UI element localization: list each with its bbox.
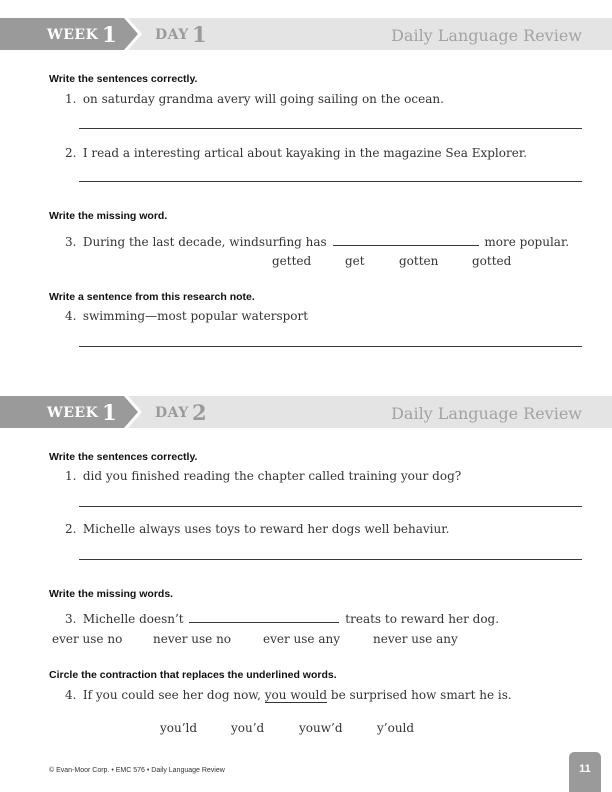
question-number: 4. xyxy=(65,688,77,702)
question-number: 3. xyxy=(65,612,77,626)
question-text: I read a interesting artical about kayaking in the magazine Sea Explorer. xyxy=(82,146,528,160)
question-number: 1. xyxy=(65,92,77,106)
choice-option[interactable]: y’ould xyxy=(377,721,415,735)
question-text: Michelle always uses toys to reward her dogs well behaviur. xyxy=(82,522,450,536)
question-number: 4. xyxy=(65,309,77,323)
day2-question-3 xyxy=(65,611,499,626)
question-text-before: Michelle doesn’t xyxy=(82,612,184,626)
question-text-after: more popular. xyxy=(484,235,570,249)
question-text-before: During the last decade, windsurfing has xyxy=(82,235,327,249)
question-number: 2. xyxy=(65,146,77,160)
choice-option[interactable]: ever use any xyxy=(263,632,340,646)
day-number: 2 xyxy=(192,400,207,425)
choice-option[interactable]: gotten xyxy=(399,254,439,268)
question-text-before: If you could see her dog now, xyxy=(82,688,261,702)
day1-question-4 xyxy=(65,309,308,323)
question-number: 2. xyxy=(65,522,77,536)
choice-option[interactable]: you’d xyxy=(231,721,265,735)
page-number: 11 xyxy=(579,763,591,775)
week-number: 1 xyxy=(102,400,117,425)
choice-option[interactable]: youw’d xyxy=(299,721,343,735)
day1-instruction-3: Write a sentence from this research note. xyxy=(49,291,255,303)
day1-header xyxy=(0,18,612,50)
day1-question-3 xyxy=(65,234,569,249)
underlined-words: you would xyxy=(264,688,328,702)
choice-option[interactable]: get xyxy=(345,254,365,268)
question-text: did you finished reading the chapter called training your dog? xyxy=(82,469,462,483)
day2-answer-line-2[interactable] xyxy=(79,559,582,560)
choice-option[interactable]: never use no xyxy=(153,632,232,646)
day1-instruction-2: Write the missing word. xyxy=(49,210,168,222)
day2-question-1 xyxy=(65,469,461,483)
header-title: Daily Language Review xyxy=(391,26,582,45)
question-number: 1. xyxy=(65,469,77,483)
day-number: 1 xyxy=(192,22,207,47)
day1-answer-line-1[interactable] xyxy=(79,128,582,129)
week-number: 1 xyxy=(102,22,117,47)
day2-instruction-3: Circle the contraction that replaces the underlined words. xyxy=(49,669,337,681)
week-label: WEEK xyxy=(47,27,99,43)
day2-question-2 xyxy=(65,522,449,536)
header-title: Daily Language Review xyxy=(391,404,582,423)
day2-header xyxy=(0,396,612,428)
choice-option[interactable]: ever use no xyxy=(52,632,123,646)
choice-option[interactable]: gotted xyxy=(472,254,512,268)
day1-question-2 xyxy=(65,146,527,160)
day1-instruction-1: Write the sentences correctly. xyxy=(49,73,198,85)
day1-answer-line-2[interactable] xyxy=(79,181,582,182)
day2-instruction-1: Write the sentences correctly. xyxy=(49,451,198,463)
day2-instruction-2: Write the missing words. xyxy=(49,588,174,600)
question-text: swimming—most popular watersport xyxy=(82,309,309,323)
fill-in-blank[interactable] xyxy=(189,611,339,623)
question-text-after: treats to reward her dog. xyxy=(345,612,500,626)
day2-answer-line-1[interactable] xyxy=(79,506,582,507)
question-number: 3. xyxy=(65,235,77,249)
day2-question-4 xyxy=(65,688,512,702)
choice-option[interactable]: getted xyxy=(272,254,312,268)
choice-option[interactable]: never use any xyxy=(373,632,458,646)
question-text: on saturday grandma avery will going sailing on the ocean. xyxy=(82,92,444,106)
page-number-tab xyxy=(569,752,601,792)
question-text-after: be surprised how smart he is. xyxy=(330,688,512,702)
fill-in-blank[interactable] xyxy=(333,234,479,246)
day-label: DAY xyxy=(155,405,189,421)
footer-copyright: © Evan-Moor Corp. • EMC 576 • Daily Language Review xyxy=(49,767,225,774)
day-label: DAY xyxy=(155,27,189,43)
day1-answer-line-4[interactable] xyxy=(79,346,582,347)
week-label: WEEK xyxy=(47,405,99,421)
day1-question-1 xyxy=(65,92,444,106)
choice-option[interactable]: you’ld xyxy=(160,721,198,735)
